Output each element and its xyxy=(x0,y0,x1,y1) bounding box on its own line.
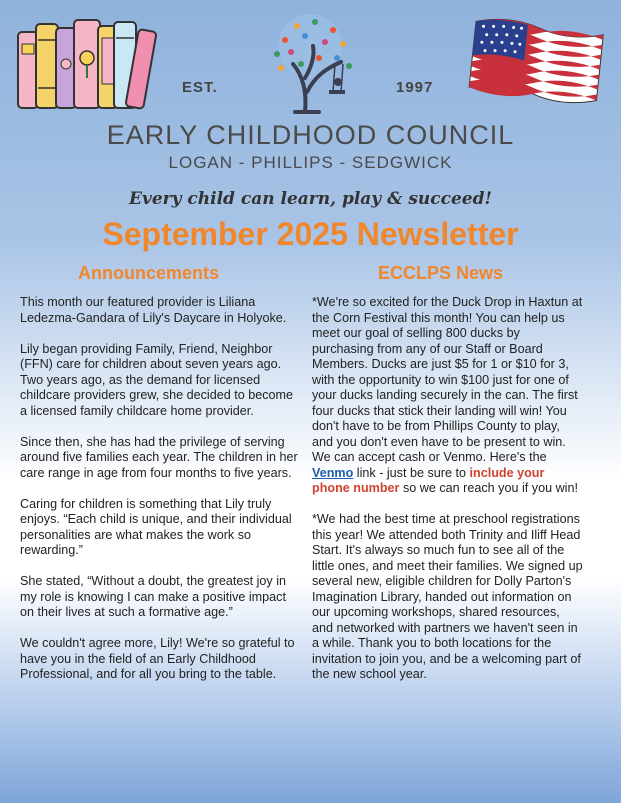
announcements-column xyxy=(20,295,300,698)
us-flag-illustration xyxy=(466,18,606,108)
news-paragraph-preschool: *We had the best time at preschool registrations this year! We attended both Trinity and Iliff Head Start. It's always so much fun to see all of the little ones, and meet their families. We signed up several new, eligible children for Dolly Parton's Imagination Library, handed out information on our upcoming workshops, shared resources, and networked with partners we haven't seen in a while. Thank you to both locations for the invitation to join you, and be a welcoming part of the new school year. xyxy=(312,512,583,681)
announcement-paragraph: Caring for children is something that Lily truly enjoys. “Each child is unique, and their individual personalities are what makes the work so rewarding.” xyxy=(20,496,292,557)
newsletter-title: September 2025 Newsletter xyxy=(102,216,519,252)
books-illustration xyxy=(14,14,164,110)
news-heading: ECCLPS News xyxy=(378,263,504,283)
announcement-paragraph: Since then, she has had the privilege of serving around five families each year. The children in her care range in age from four months to five years. xyxy=(20,434,298,480)
announcement-paragraph: This month our featured provider is Liliana Ledezma-Gandara of Lily's Daycare in Holyoke. xyxy=(20,295,287,325)
tree-swing-logo xyxy=(245,12,375,120)
news-text: *We're so excited for the Duck Drop in Haxtun at the Corn Festival this month! You can help us meet our goal of selling 800 ducks by purchasing from any of our Staff or Board Members. Ducks are just $5 for 1 or $10 for 3, with the opportunity to win $100 just for one of your ducks landing securely in the can. The first four ducks that stick their landing will win! You don't have to be from Phillips County to play, and you don't even have to be present to win. We can accept cash or Venmo. Here's the xyxy=(312,295,583,464)
announcements-heading: Announcements xyxy=(78,263,220,283)
news-text: so we can reach you if you win! xyxy=(399,481,578,495)
announcement-paragraph: We couldn't agree more, Lily! We're so grateful to have you in the field of an Early Childhood Professional, and for all you bring to the table. xyxy=(20,636,295,681)
announcement-paragraph: She stated, “Without a doubt, the greatest joy in my role is knowing I can make a positive impact on their lives at such a formative age.” xyxy=(20,574,287,619)
org-name: EARLY CHILDHOOD COUNCIL xyxy=(106,120,515,150)
est-label: EST. xyxy=(182,79,218,96)
announcement-paragraph: Lily began providing Family, Friend, Neighbor (FFN) care for children about seven years ago. Two years ago, as the demand for licensed childcare providers grew, she decided to become a licensed family childcare home provider. xyxy=(20,341,294,418)
news-column xyxy=(312,295,584,698)
venmo-link[interactable]: Venmo xyxy=(312,465,354,480)
news-paragraph-duck-drop xyxy=(312,295,584,497)
tagline: Every child can learn, play & succeed! xyxy=(129,189,492,209)
news-text: link - just be sure to xyxy=(353,465,470,480)
est-year: 1997 xyxy=(396,79,434,96)
phone-number-highlight: include your phone number xyxy=(312,465,545,495)
counties-subtitle: LOGAN - PHILLIPS - SEDGWICK xyxy=(168,153,453,172)
